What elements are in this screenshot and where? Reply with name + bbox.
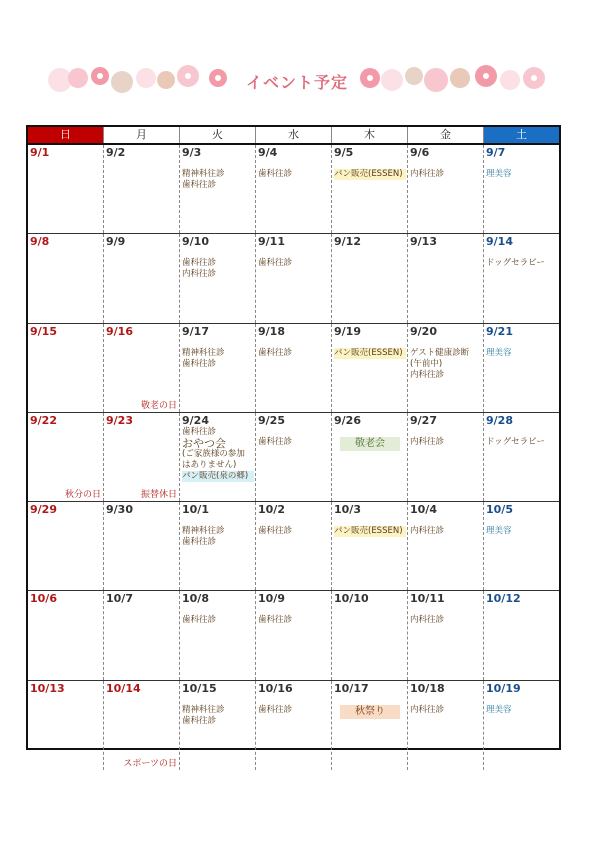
calendar-week xyxy=(28,413,559,502)
event-list xyxy=(182,427,254,482)
day-date: 10/11 xyxy=(410,592,445,606)
day-date: 9/19 xyxy=(334,324,361,338)
event-item: 精神科往診 xyxy=(182,526,225,537)
event-list xyxy=(258,526,330,537)
event-list xyxy=(258,437,330,448)
day-date: 9/7 xyxy=(486,146,506,159)
event-list xyxy=(258,348,330,359)
day-cell xyxy=(180,591,256,679)
calendar-week xyxy=(28,324,559,413)
day-cell xyxy=(408,234,484,322)
event-list xyxy=(486,348,558,359)
day-cell xyxy=(484,324,559,412)
day-date: 9/5 xyxy=(334,146,354,159)
day-cell xyxy=(180,324,256,412)
day-cell xyxy=(180,681,256,770)
event-list xyxy=(182,348,254,370)
event-item: ドッグセラピー xyxy=(486,436,545,447)
flower-icon xyxy=(360,65,545,92)
day-cell xyxy=(28,145,104,233)
calendar-week xyxy=(28,234,559,323)
day-date: 9/14 xyxy=(486,235,513,249)
holiday-label: スポーツの日 xyxy=(123,759,177,770)
event-list xyxy=(410,615,482,626)
day-date: 9/10 xyxy=(182,235,209,249)
day-date: 9/3 xyxy=(182,146,202,159)
weekday-mon: 月 xyxy=(104,127,180,143)
holiday-label: 秋分の日 xyxy=(64,490,101,501)
day-date: 9/25 xyxy=(258,413,285,427)
day-cell xyxy=(408,591,484,679)
weekday-thu: 木 xyxy=(332,127,408,143)
day-cell xyxy=(28,502,104,590)
day-cell xyxy=(332,591,408,679)
event-item: 歯科往診 xyxy=(182,358,217,369)
event-item: 内科往診 xyxy=(410,704,445,715)
event-item: 歯科往診 xyxy=(258,347,293,358)
event-item: 精神科往診 xyxy=(182,704,225,715)
event-item: 内科往診 xyxy=(410,169,445,179)
event-list xyxy=(486,437,558,448)
day-date: 9/30 xyxy=(106,503,133,517)
event-list xyxy=(486,526,558,537)
day-date: 9/6 xyxy=(410,146,430,159)
day-date: 10/13 xyxy=(30,681,65,695)
event-list xyxy=(410,169,482,180)
event-item: 歯科往診 xyxy=(182,715,217,726)
event-list xyxy=(410,437,482,448)
day-date: 10/10 xyxy=(334,592,369,606)
day-date: 10/18 xyxy=(410,681,445,695)
day-cell xyxy=(332,502,408,590)
event-item: 内科往診 xyxy=(410,436,445,447)
event-item: 歯科往診 xyxy=(182,615,217,626)
day-date: 9/13 xyxy=(410,235,437,249)
event-item: パン販売(ESSEN) xyxy=(334,169,406,180)
day-cell xyxy=(332,413,408,501)
event-item: 精神科往診 xyxy=(182,347,225,358)
event-item: パン販売(泉の郷) xyxy=(182,471,254,482)
day-date: 9/23 xyxy=(106,413,133,427)
event-item: 敬老会 xyxy=(340,437,400,451)
event-list xyxy=(258,258,330,269)
event-item: 理美容 xyxy=(486,347,512,358)
day-cell xyxy=(104,502,180,590)
event-list xyxy=(334,169,406,180)
weekday-tue: 火 xyxy=(180,127,256,143)
day-date: 10/7 xyxy=(106,592,133,606)
event-list xyxy=(334,526,406,537)
event-item: パン販売(ESSEN) xyxy=(334,526,406,537)
weekday-fri: 金 xyxy=(408,127,484,143)
day-date: 9/29 xyxy=(30,503,57,517)
day-date: 10/9 xyxy=(258,592,285,606)
weekday-sat: 土 xyxy=(484,127,559,143)
event-item: 歯科往診 xyxy=(182,180,217,190)
day-cell xyxy=(28,591,104,679)
day-date: 9/11 xyxy=(258,235,285,249)
event-list xyxy=(486,169,558,180)
day-cell xyxy=(104,234,180,322)
day-cell xyxy=(408,145,484,233)
event-item: 歯科往診 xyxy=(258,436,293,447)
day-cell xyxy=(256,234,332,322)
day-cell xyxy=(484,413,559,501)
day-date: 9/15 xyxy=(30,324,57,338)
event-item: 歯科往診 xyxy=(258,615,293,626)
weekday-sun: 日 xyxy=(28,127,104,143)
day-date: 9/4 xyxy=(258,146,278,159)
day-cell xyxy=(256,145,332,233)
day-cell xyxy=(408,413,484,501)
event-item: 歯科往診 xyxy=(182,258,217,269)
day-date: 9/12 xyxy=(334,235,361,249)
page-title: イベント予定 xyxy=(246,73,349,92)
day-cell xyxy=(28,413,104,501)
day-date: 9/21 xyxy=(486,324,513,338)
event-list xyxy=(410,526,482,537)
holiday-label: 敬老の日 xyxy=(140,400,177,411)
event-item: はありません) xyxy=(182,459,237,470)
event-item: (午前中) xyxy=(410,358,443,369)
day-date: 10/3 xyxy=(334,503,361,517)
day-cell xyxy=(256,591,332,679)
day-date: 10/4 xyxy=(410,503,437,517)
day-cell xyxy=(180,413,256,501)
event-item: 精神科往診 xyxy=(182,169,225,179)
event-item: 歯科往診 xyxy=(258,704,293,715)
day-cell xyxy=(28,324,104,412)
day-cell xyxy=(484,591,559,679)
day-date: 9/17 xyxy=(182,324,209,338)
event-list xyxy=(334,705,406,719)
day-cell xyxy=(104,591,180,679)
event-list xyxy=(486,705,558,716)
day-date: 9/2 xyxy=(106,146,126,159)
calendar-week xyxy=(28,145,559,234)
event-list xyxy=(334,437,406,451)
day-cell xyxy=(256,413,332,501)
event-list xyxy=(182,615,254,626)
event-list xyxy=(182,169,254,191)
event-item: パン販売(ESSEN) xyxy=(334,348,406,359)
day-cell xyxy=(484,145,559,233)
flower-icon xyxy=(48,65,227,93)
event-item: 内科往診 xyxy=(182,269,217,280)
day-cell xyxy=(256,502,332,590)
day-cell xyxy=(28,681,104,770)
event-list xyxy=(410,348,482,381)
day-cell xyxy=(104,324,180,412)
calendar-week xyxy=(28,591,559,680)
event-item: 歯科往診 xyxy=(258,169,293,179)
day-date: 10/12 xyxy=(486,592,521,606)
event-list xyxy=(410,705,482,716)
day-cell xyxy=(332,681,408,770)
event-list xyxy=(334,348,406,359)
day-date: 9/20 xyxy=(410,324,437,338)
weekday-header xyxy=(28,127,559,145)
event-list xyxy=(486,258,558,269)
day-cell xyxy=(104,413,180,501)
day-date: 9/24 xyxy=(182,413,209,427)
event-item: 歯科往診 xyxy=(182,537,217,548)
holiday-label: 振替休日 xyxy=(140,490,177,501)
event-list xyxy=(258,169,330,180)
event-item: 内科往診 xyxy=(410,526,445,537)
event-list xyxy=(258,615,330,626)
day-cell xyxy=(484,681,559,770)
day-cell xyxy=(104,145,180,233)
day-date: 9/28 xyxy=(486,413,513,427)
event-item: ゲスト健康診断 xyxy=(410,347,470,358)
day-cell xyxy=(256,324,332,412)
day-date: 9/22 xyxy=(30,413,57,427)
day-date: 9/9 xyxy=(106,235,126,249)
day-cell xyxy=(332,145,408,233)
day-date: 9/26 xyxy=(334,413,361,427)
day-cell xyxy=(332,324,408,412)
calendar xyxy=(26,125,561,770)
calendar-week xyxy=(28,502,559,591)
day-cell xyxy=(484,234,559,322)
day-cell xyxy=(180,145,256,233)
event-list xyxy=(258,705,330,716)
day-cell xyxy=(104,681,180,770)
day-date: 10/5 xyxy=(486,503,513,517)
day-cell xyxy=(180,502,256,590)
calendar-weeks xyxy=(28,145,559,770)
day-date: 10/15 xyxy=(182,681,217,695)
event-item: 理美容 xyxy=(486,526,512,537)
event-item: 歯科往診 xyxy=(182,426,217,437)
day-cell xyxy=(28,234,104,322)
event-item: (ご家族様の参加 xyxy=(182,448,245,459)
day-date: 10/17 xyxy=(334,681,369,695)
day-date: 10/16 xyxy=(258,681,293,695)
day-cell xyxy=(484,502,559,590)
day-date: 9/8 xyxy=(30,235,50,249)
event-item: 内科往診 xyxy=(410,615,445,626)
day-date: 9/27 xyxy=(410,413,437,427)
day-date: 9/1 xyxy=(30,146,50,159)
event-item: 内科往診 xyxy=(410,369,445,380)
event-item: 理美容 xyxy=(486,169,512,179)
day-date: 10/2 xyxy=(258,503,285,517)
event-list xyxy=(182,526,254,548)
day-cell xyxy=(180,234,256,322)
calendar-week xyxy=(28,681,559,770)
event-item: ドッグセラピー xyxy=(486,258,545,269)
event-item: 歯科往診 xyxy=(258,526,293,537)
day-date: 10/8 xyxy=(182,592,209,606)
event-list xyxy=(182,258,254,280)
event-list xyxy=(182,705,254,727)
event-item: おやつ会 xyxy=(182,436,226,450)
day-date: 10/19 xyxy=(486,681,521,695)
day-date: 10/6 xyxy=(30,592,57,606)
day-date: 9/16 xyxy=(106,324,133,338)
day-cell xyxy=(408,324,484,412)
event-item: 歯科往診 xyxy=(258,258,293,269)
day-date: 10/1 xyxy=(182,503,209,517)
day-cell xyxy=(408,681,484,770)
event-item: 秋祭り xyxy=(340,705,400,719)
day-cell xyxy=(256,681,332,770)
day-cell xyxy=(332,234,408,322)
weekday-wed: 水 xyxy=(256,127,332,143)
event-item: 理美容 xyxy=(486,704,512,715)
day-date: 10/14 xyxy=(106,681,141,695)
day-cell xyxy=(408,502,484,590)
day-date: 9/18 xyxy=(258,324,285,338)
